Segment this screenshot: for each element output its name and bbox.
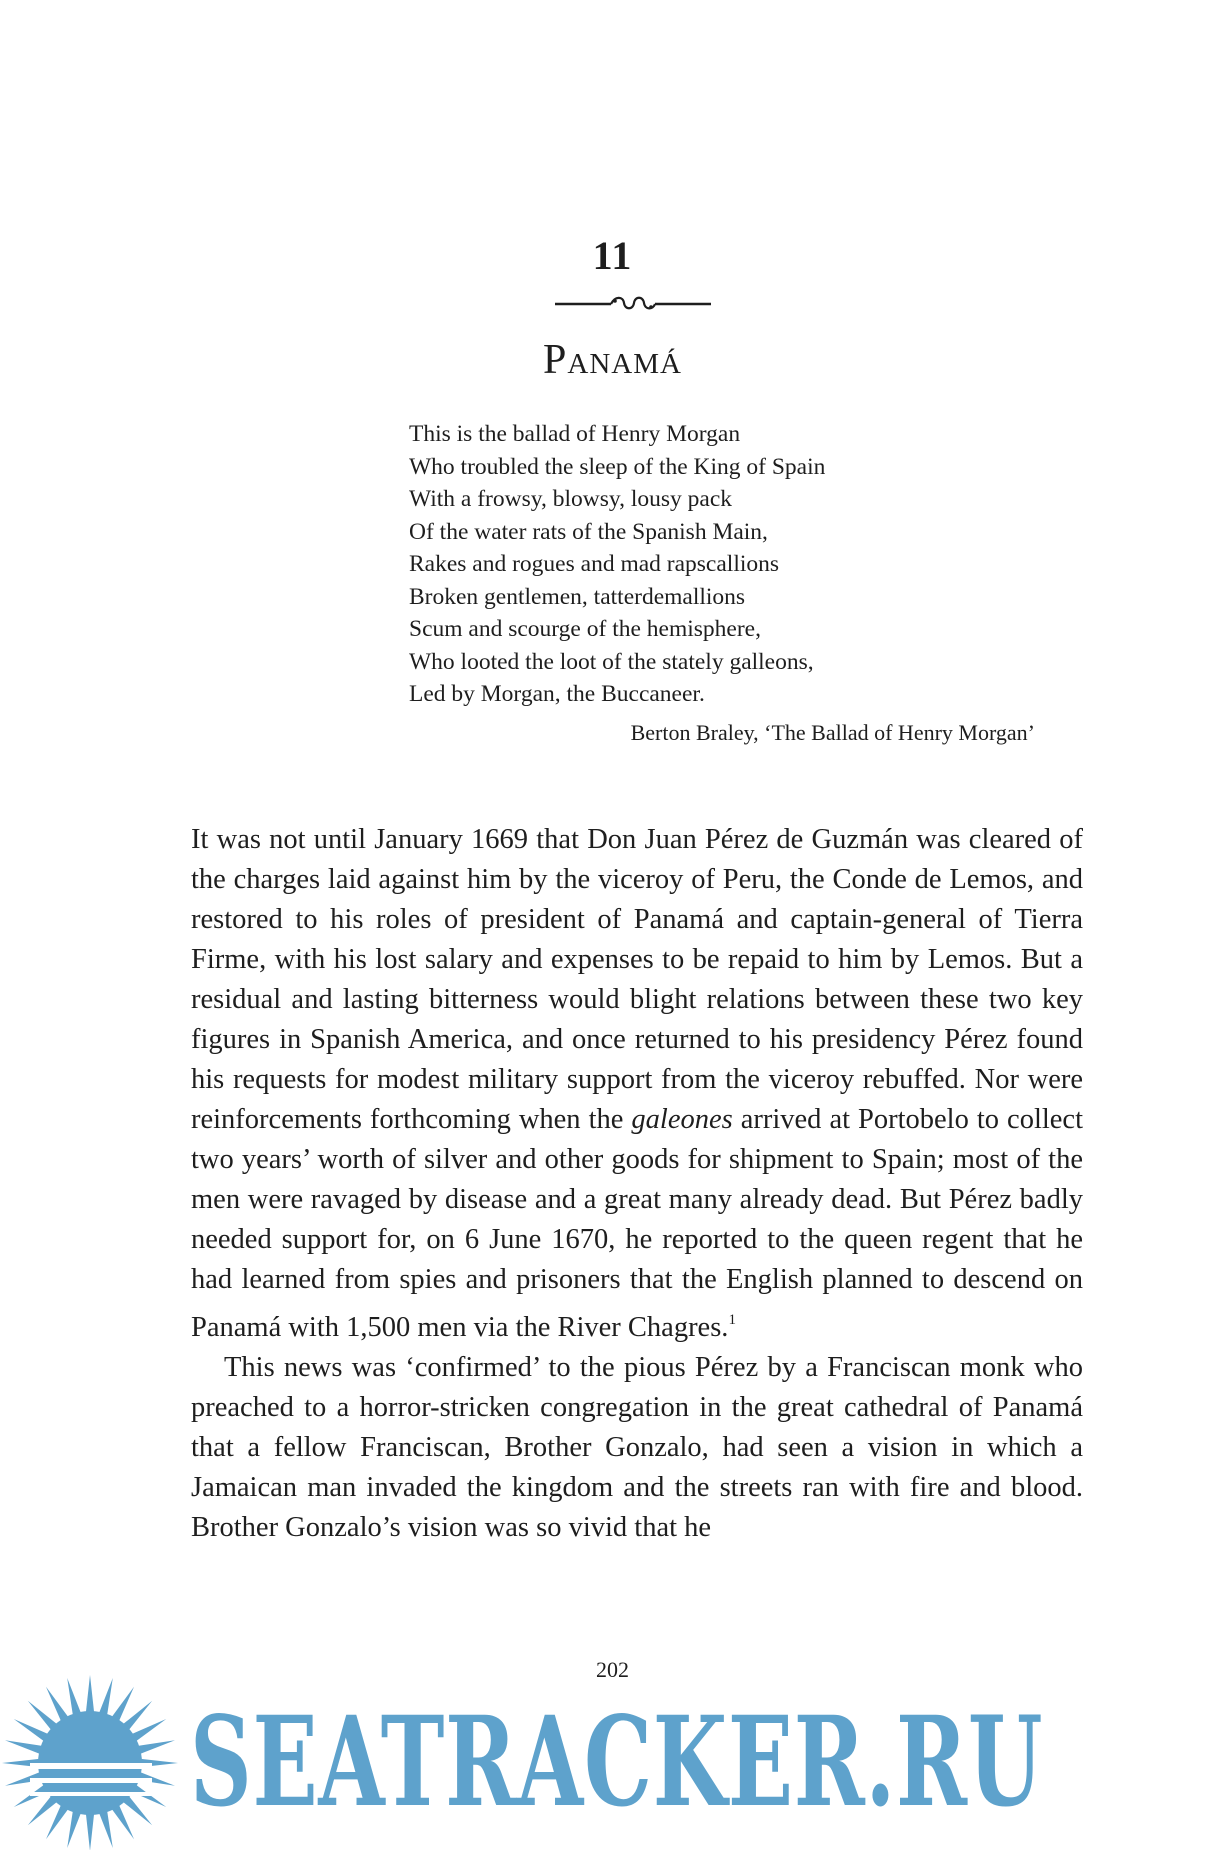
paragraph-1 [191, 820, 1083, 1348]
sun-ray [137, 1740, 175, 1754]
epigraph-line: Of the water rats of the Spanish Main, [409, 518, 768, 545]
watermark-text: SEATRACKER.RU [190, 1690, 1044, 1835]
paragraph-text: arrived at Portobelo to collect two years’ worth of silver and other goods for shipment to Spain; most of the men were ravaged by disease and a great many already dead. But Pérez badly needed support for, on 6 June 1670, he reported to the queen regent that he had learned from spies and prisoners that the English planned to descend on Panamá with 1,500 men via the River Chagres. [191, 1104, 1083, 1343]
epigraph-line: Who troubled the sleep of the King of Spain [409, 453, 826, 480]
epigraph-line: This is the ballad of Henry Morgan [409, 421, 741, 447]
sun-ray [46, 1804, 69, 1839]
sun-ray [67, 1678, 81, 1716]
epigraph-line: Rakes and rogues and mad rapscallions [409, 551, 780, 577]
sun-ray [111, 1804, 134, 1839]
paragraph-2: This news was ‘confirmed’ to the pious Pérez by a Franciscan monk who preached to a horror-stricken congregation in the great cathedral of Panamá that a fellow Franciscan, Brother Gonzalo, had seen a vision in which a Jamaican man invaded the kingdom and the streets ran with fire and blood. Brother Gonzalo’s vision was so vivid that he [191, 1352, 1083, 1543]
chapter-number: 11 [592, 233, 633, 278]
sun-ray [86, 1813, 94, 1850]
italic-term: galeones [631, 1104, 733, 1135]
epigraph-line: Led by Morgan, the Buccaneer. [409, 681, 705, 707]
footnote-reference[interactable]: 1 [728, 1312, 736, 1328]
epigraph [409, 418, 825, 711]
chapter-title: Panamá [543, 337, 682, 383]
epigraph-line: With a frowsy, blowsy, lousy pack [409, 486, 732, 512]
sun-ray [111, 1687, 134, 1722]
sun-ray [99, 1678, 113, 1716]
body-text [191, 820, 1083, 1548]
sun-ray [131, 1719, 166, 1742]
epigraph-attribution: Berton Braley, ‘The Ballad of Henry Morgan’ [630, 720, 1035, 745]
watermark [0, 1668, 1225, 1850]
sun-ray [86, 1675, 94, 1713]
chapter-ornament-icon [553, 289, 713, 319]
page-number: 202 [596, 1657, 629, 1682]
sun-ray [67, 1810, 81, 1848]
sun-ray [46, 1687, 69, 1722]
sun-logo-icon [0, 1668, 185, 1850]
sun-ray [14, 1719, 49, 1742]
epigraph-line: Who looted the loot of the stately galleons, [409, 648, 814, 675]
sun-ray [5, 1740, 43, 1754]
sun-ray [99, 1810, 113, 1848]
epigraph-line: Broken gentlemen, tatterdemallions [409, 583, 746, 610]
epigraph-line: Scum and scourge of the hemisphere, [409, 616, 761, 642]
paragraph-text: It was not until January 1669 that Don Juan Pérez de Guzmán was cleared of the charges laid against him by the viceroy of Peru, the Conde de Lemos, and restored to his roles of president of Panamá and captain-general of Tierra Firme, with his lost salary and expenses to be repaid to him by Lemos. But a residual and lasting bitterness would blight relations between these two key figures in Spanish America, and once returned to his presidency Pérez found his requests for modest military support from the viceroy rebuffed. Nor were reinforcements forthcoming when the [191, 824, 1083, 1135]
